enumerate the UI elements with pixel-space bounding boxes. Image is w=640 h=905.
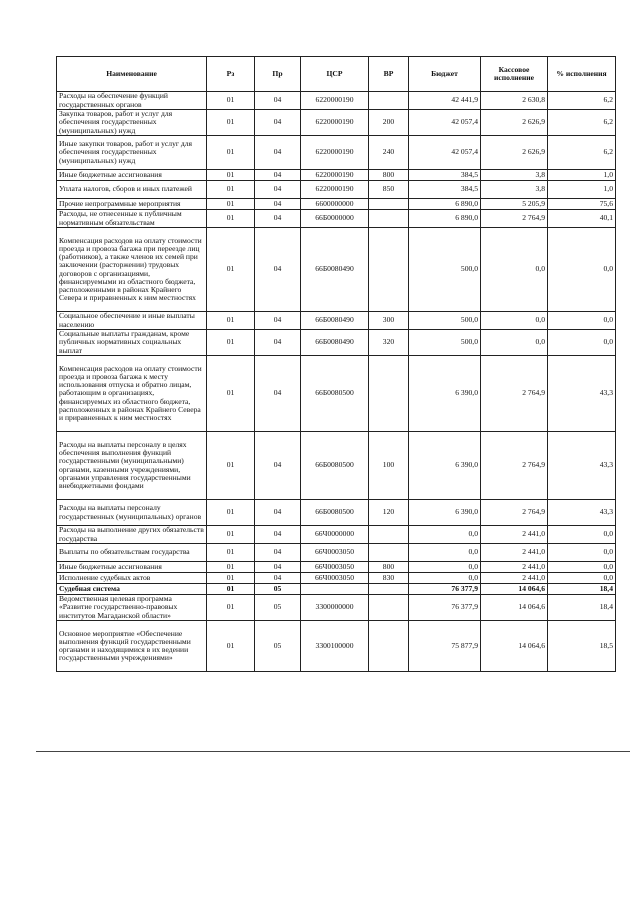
row-pr: 04 xyxy=(255,199,301,210)
row-name: Социальные выплаты гражданам, кроме публичных нормативных социальных выплат xyxy=(57,330,207,356)
row-percent: 1,0 xyxy=(548,181,616,199)
row-cash-execution: 0,0 xyxy=(481,228,548,312)
row-percent: 0,0 xyxy=(548,228,616,312)
row-percent: 0,0 xyxy=(548,544,616,562)
row-rz: 01 xyxy=(207,181,255,199)
row-rz: 01 xyxy=(207,595,255,621)
row-budget: 6 390,0 xyxy=(409,432,481,500)
row-percent: 0,0 xyxy=(548,562,616,573)
row-rz: 01 xyxy=(207,312,255,330)
row-vr xyxy=(369,595,409,621)
budget-table-page xyxy=(56,56,615,672)
row-vr xyxy=(369,228,409,312)
row-pr: 04 xyxy=(255,228,301,312)
row-percent: 43,3 xyxy=(548,432,616,500)
row-vr xyxy=(369,92,409,110)
row-budget: 6 390,0 xyxy=(409,356,481,432)
header-name: Наименование xyxy=(57,57,207,92)
row-rz: 01 xyxy=(207,136,255,170)
row-name: Расходы на выплаты персоналу в целях обеспечения выполнения функций государственными (муниципальными) органами, казенными учреждениями, органами управления государственными внебюджетными фондами xyxy=(57,432,207,500)
row-name: Закупка товаров, работ и услуг для обеспечения государственных (муниципальных) нужд xyxy=(57,110,207,136)
row-budget: 42 057,4 xyxy=(409,110,481,136)
row-vr: 300 xyxy=(369,312,409,330)
table-row xyxy=(57,584,616,595)
row-csr: 66Ч0003050 xyxy=(301,573,369,584)
row-cash-execution: 2 630,8 xyxy=(481,92,548,110)
row-csr: 6220000190 xyxy=(301,170,369,181)
row-vr xyxy=(369,544,409,562)
header-rz: Рз xyxy=(207,57,255,92)
row-pr: 04 xyxy=(255,562,301,573)
row-name: Иные бюджетные ассигнования xyxy=(57,170,207,181)
row-rz: 01 xyxy=(207,621,255,672)
row-pr: 04 xyxy=(255,500,301,526)
row-percent: 6,2 xyxy=(548,136,616,170)
row-rz: 01 xyxy=(207,330,255,356)
row-cash-execution: 14 064,6 xyxy=(481,595,548,621)
row-rz: 01 xyxy=(207,92,255,110)
table-row xyxy=(57,356,616,432)
table-row xyxy=(57,573,616,584)
row-rz: 01 xyxy=(207,356,255,432)
row-vr: 120 xyxy=(369,500,409,526)
row-vr: 830 xyxy=(369,573,409,584)
row-pr: 04 xyxy=(255,544,301,562)
budget-execution-table xyxy=(56,56,616,672)
row-cash-execution: 2 626,9 xyxy=(481,136,548,170)
row-pr: 04 xyxy=(255,432,301,500)
row-name: Иные бюджетные ассигнования xyxy=(57,562,207,573)
row-percent: 18,5 xyxy=(548,621,616,672)
row-vr: 800 xyxy=(369,562,409,573)
row-cash-execution: 2 441,0 xyxy=(481,526,548,544)
row-vr: 320 xyxy=(369,330,409,356)
row-rz: 01 xyxy=(207,210,255,228)
row-csr: 3300100000 xyxy=(301,621,369,672)
row-csr xyxy=(301,584,369,595)
row-pr: 04 xyxy=(255,526,301,544)
row-percent: 6,2 xyxy=(548,92,616,110)
row-budget: 0,0 xyxy=(409,544,481,562)
table-row xyxy=(57,170,616,181)
row-pr: 04 xyxy=(255,92,301,110)
row-name: Иные закупки товаров, работ и услуг для обеспечения государственных (муниципальных) нужд xyxy=(57,136,207,170)
row-budget: 6 890,0 xyxy=(409,199,481,210)
row-cash-execution: 5 205,9 xyxy=(481,199,548,210)
row-budget: 500,0 xyxy=(409,228,481,312)
row-cash-execution: 3,8 xyxy=(481,181,548,199)
row-pr: 05 xyxy=(255,621,301,672)
row-rz: 01 xyxy=(207,228,255,312)
row-rz: 01 xyxy=(207,526,255,544)
row-csr: 66Б0080490 xyxy=(301,228,369,312)
row-csr: 3300000000 xyxy=(301,595,369,621)
row-name: Социальное обеспечение и иные выплаты населению xyxy=(57,312,207,330)
row-cash-execution: 3,8 xyxy=(481,170,548,181)
row-cash-execution: 2 441,0 xyxy=(481,544,548,562)
table-row xyxy=(57,110,616,136)
row-cash-execution: 0,0 xyxy=(481,330,548,356)
row-csr: 66Б0080490 xyxy=(301,330,369,356)
row-percent: 6,2 xyxy=(548,110,616,136)
row-cash-execution: 2 764,9 xyxy=(481,210,548,228)
row-rz: 01 xyxy=(207,562,255,573)
row-vr xyxy=(369,199,409,210)
row-pr: 04 xyxy=(255,330,301,356)
footer-divider xyxy=(36,751,630,752)
row-pr: 04 xyxy=(255,170,301,181)
row-percent: 0,0 xyxy=(548,312,616,330)
row-budget: 75 877,9 xyxy=(409,621,481,672)
row-cash-execution: 2 764,9 xyxy=(481,500,548,526)
table-row xyxy=(57,228,616,312)
row-name: Расходы, не отнесенные к публичным нормативным обязательствам xyxy=(57,210,207,228)
row-name: Расходы на обеспечение функций государственных органов xyxy=(57,92,207,110)
row-budget: 500,0 xyxy=(409,312,481,330)
row-pr: 04 xyxy=(255,312,301,330)
row-rz: 01 xyxy=(207,544,255,562)
row-cash-execution: 0,0 xyxy=(481,312,548,330)
table-row xyxy=(57,562,616,573)
row-budget: 6 890,0 xyxy=(409,210,481,228)
header-budget: Бюджет xyxy=(409,57,481,92)
row-name: Прочие непрограммные мероприятия xyxy=(57,199,207,210)
row-budget: 6 390,0 xyxy=(409,500,481,526)
row-csr: 6220000190 xyxy=(301,181,369,199)
row-vr: 800 xyxy=(369,170,409,181)
row-csr: 6220000190 xyxy=(301,92,369,110)
row-percent: 18,4 xyxy=(548,584,616,595)
row-pr: 04 xyxy=(255,356,301,432)
table-row xyxy=(57,526,616,544)
row-vr xyxy=(369,210,409,228)
table-row xyxy=(57,136,616,170)
row-percent: 18,4 xyxy=(548,595,616,621)
row-cash-execution: 2 764,9 xyxy=(481,356,548,432)
row-rz: 01 xyxy=(207,199,255,210)
row-budget: 42 441,9 xyxy=(409,92,481,110)
row-pr: 05 xyxy=(255,595,301,621)
table-row xyxy=(57,210,616,228)
row-rz: 01 xyxy=(207,110,255,136)
table-row xyxy=(57,621,616,672)
row-pr: 05 xyxy=(255,584,301,595)
header-csr: ЦСР xyxy=(301,57,369,92)
row-pr: 04 xyxy=(255,573,301,584)
row-name: Компенсация расходов на оплату стоимости проезда и провоза багажа при переезде лиц (работников), а также членов их семей при заключении (расторжении) трудовых договоров с организациями, финансируемыми из областного бюджета, расположенными в районах Крайнего Севера и приравненных к ним местностях xyxy=(57,228,207,312)
row-csr: 6220000190 xyxy=(301,110,369,136)
row-budget: 0,0 xyxy=(409,562,481,573)
row-name: Компенсация расходов на оплату стоимости проезда и провоза багажа к месту использования отпуска и обратно лицам, работающим в организациях, финансируемых из областного бюджета, расположенных в районах Крайнего Севера и приравненных к ним местностях xyxy=(57,356,207,432)
row-csr: 66Б0080490 xyxy=(301,312,369,330)
table-row xyxy=(57,92,616,110)
table-row xyxy=(57,181,616,199)
row-name: Уплата налогов, сборов и иных платежей xyxy=(57,181,207,199)
row-vr xyxy=(369,356,409,432)
table-body xyxy=(57,92,616,672)
row-budget: 76 377,9 xyxy=(409,584,481,595)
row-pr: 04 xyxy=(255,210,301,228)
row-csr: 6600000000 xyxy=(301,199,369,210)
row-percent: 43,3 xyxy=(548,500,616,526)
table-header-row xyxy=(57,57,616,92)
row-cash-execution: 2 626,9 xyxy=(481,110,548,136)
header-cash-execution: Кассовое исполнение xyxy=(481,57,548,92)
row-budget: 384,5 xyxy=(409,170,481,181)
table-row xyxy=(57,312,616,330)
row-pr: 04 xyxy=(255,110,301,136)
row-budget: 0,0 xyxy=(409,526,481,544)
table-row xyxy=(57,595,616,621)
row-csr: 66Ч0003050 xyxy=(301,544,369,562)
row-vr xyxy=(369,584,409,595)
row-name: Расходы на выполнение других обязательств государства xyxy=(57,526,207,544)
header-pr: Пр xyxy=(255,57,301,92)
row-csr: 66Б0080500 xyxy=(301,432,369,500)
row-rz: 01 xyxy=(207,432,255,500)
row-vr xyxy=(369,621,409,672)
row-rz: 01 xyxy=(207,584,255,595)
table-row xyxy=(57,432,616,500)
table-row xyxy=(57,330,616,356)
row-cash-execution: 2 764,9 xyxy=(481,432,548,500)
row-csr: 6220000190 xyxy=(301,136,369,170)
row-csr: 66Б0080500 xyxy=(301,356,369,432)
row-percent: 1,0 xyxy=(548,170,616,181)
row-pr: 04 xyxy=(255,136,301,170)
row-vr: 100 xyxy=(369,432,409,500)
row-percent: 0,0 xyxy=(548,573,616,584)
row-rz: 01 xyxy=(207,170,255,181)
row-rz: 01 xyxy=(207,500,255,526)
row-vr: 850 xyxy=(369,181,409,199)
row-percent: 0,0 xyxy=(548,330,616,356)
row-name: Выплаты по обязательствам государства xyxy=(57,544,207,562)
row-csr: 66Ч0000000 xyxy=(301,526,369,544)
row-rz: 01 xyxy=(207,573,255,584)
table-row xyxy=(57,199,616,210)
row-percent: 40,1 xyxy=(548,210,616,228)
row-cash-execution: 2 441,0 xyxy=(481,573,548,584)
row-budget: 76 377,9 xyxy=(409,595,481,621)
row-name: Судебная система xyxy=(57,584,207,595)
row-cash-execution: 14 064,6 xyxy=(481,621,548,672)
row-cash-execution: 14 064,6 xyxy=(481,584,548,595)
row-budget: 42 057,4 xyxy=(409,136,481,170)
row-vr xyxy=(369,526,409,544)
row-name: Основное мероприятие «Обеспечение выполнения функций государственными органами и находящимися в их ведении государственными учреждениями» xyxy=(57,621,207,672)
row-pr: 04 xyxy=(255,181,301,199)
row-percent: 75,6 xyxy=(548,199,616,210)
row-percent: 43,3 xyxy=(548,356,616,432)
row-csr: 66Б0080500 xyxy=(301,500,369,526)
row-vr: 200 xyxy=(369,110,409,136)
row-csr: 66Ч0003050 xyxy=(301,562,369,573)
row-budget: 384,5 xyxy=(409,181,481,199)
row-percent: 0,0 xyxy=(548,526,616,544)
table-row xyxy=(57,544,616,562)
row-cash-execution: 2 441,0 xyxy=(481,562,548,573)
row-name: Ведомственная целевая программа «Развитие государственно-правовых институтов Магаданской области» xyxy=(57,595,207,621)
row-vr: 240 xyxy=(369,136,409,170)
row-name: Исполнение судебных актов xyxy=(57,573,207,584)
row-budget: 0,0 xyxy=(409,573,481,584)
row-csr: 66Б0000000 xyxy=(301,210,369,228)
row-name: Расходы на выплаты персоналу государственных (муниципальных) органов xyxy=(57,500,207,526)
table-row xyxy=(57,500,616,526)
row-budget: 500,0 xyxy=(409,330,481,356)
header-percent-execution: % исполнения xyxy=(548,57,616,92)
header-vr: ВР xyxy=(369,57,409,92)
